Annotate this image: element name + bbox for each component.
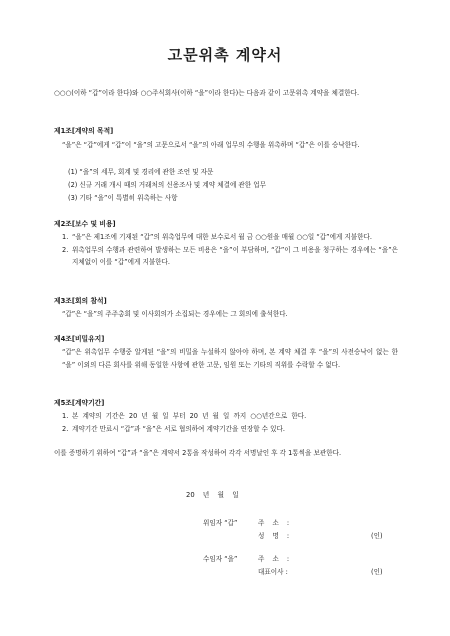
list-item: (3) 기타 “을”이 특별히 위촉하는 사항 — [68, 194, 178, 202]
article1-items — [68, 166, 398, 205]
article4-body: “갑”은 위촉업무 수행중 알게된 “을”의 비밀을 누설하지 않아야 하며, 본 계약 체결 후 “을”의 사전승낙이 없는 한 “을” 이외의 다른 회사를 위해 동일한 사항에 관한 고문, 임원 또는 기타의 직위를 수락할 수 없다. — [62, 348, 398, 369]
contract-date: 20 년 월 일 — [186, 491, 239, 499]
item-text: “을”은 제1조에 기재된 “갑”의 위촉업무에 대한 보수로서 월 금 ○○원을 매월 ○○일 “갑”에게 지불한다. — [72, 233, 372, 241]
article3-body: “갑”은 “을”의 주주총회 및 이사회의가 소집되는 경우에는 그 회의에 출석한다. — [62, 310, 288, 318]
party-a-address-label: 주 소 : — [258, 519, 290, 527]
article2-items — [62, 231, 398, 269]
party-b-seal: (인) — [371, 568, 383, 576]
list-item: (2) 신규 거래 개시 때의 거래처의 신용조사 및 계약 체결에 관한 업무 — [68, 181, 267, 189]
item-number: 2. — [62, 424, 69, 433]
item-text: 계약기간 만료시 “갑”과 “을”은 서로 협의하여 계약기간을 연장할 수 있다. — [72, 424, 285, 433]
article5-heading: 제5조[계약기간] — [54, 399, 105, 407]
item-number: 1. — [62, 412, 69, 420]
closing-paragraph: 이를 증명하기 위하여 “갑”과 “을”은 계약서 2통을 작성하여 각각 서명날인 후 각 1통씩을 보관한다. — [54, 449, 342, 457]
article3-heading: 제3조[회의 참석] — [54, 297, 107, 305]
party-b-label: 수임자 “을” — [203, 555, 238, 563]
intro-paragraph: ○○○(이하 “갑”이라 한다)와 ○○주식회사(이하 “을”이라 한다)는 다음과 같이 고문위촉 계약을 체결한다. — [54, 89, 360, 97]
party-a-seal: (인) — [371, 532, 383, 540]
list-item — [62, 410, 398, 423]
item-number: 2. — [62, 245, 69, 254]
article5-items — [62, 410, 398, 435]
party-a-name-label: 성 명 : — [258, 532, 290, 540]
party-a-label: 위임자 “갑” — [203, 519, 238, 527]
list-item — [62, 231, 398, 244]
article2-heading: 제2조[보수 및 비용] — [54, 220, 116, 228]
item-text: 위촉업무의 수행과 관련하여 발생하는 모든 비용은 “을”이 부담하며, “갑”이 그 비용을 청구하는 경우에는 “을”은 지체없이 이를 “갑”에게 지불한다. — [72, 245, 398, 266]
list-item: (1) “을”의 세무, 회계 및 경리에 관한 조언 및 자문 — [68, 168, 214, 176]
party-b-address-label: 주 소 : — [258, 555, 290, 563]
item-number: 1. — [62, 233, 69, 241]
list-item — [62, 244, 398, 269]
party-b-rep-label: 대표이사 : — [258, 568, 288, 576]
article1-heading: 제1조[계약의 목적] — [54, 127, 114, 135]
list-item — [62, 423, 398, 436]
item-text: 본 계약의 기간은 20 년 월 일 부터 20 년 월 일 까지 ○○년간으로 한다. — [72, 412, 307, 420]
article4-heading: 제4조[비밀유지] — [54, 335, 105, 343]
document-title: 고문위촉 계약서 — [167, 46, 283, 64]
article1-body: “을”은 “갑”에게 “갑”이 “을”의 고문으로서 “을”의 아래 업무의 수행을 위촉하며 “갑”은 이를 승낙한다. — [62, 141, 360, 149]
